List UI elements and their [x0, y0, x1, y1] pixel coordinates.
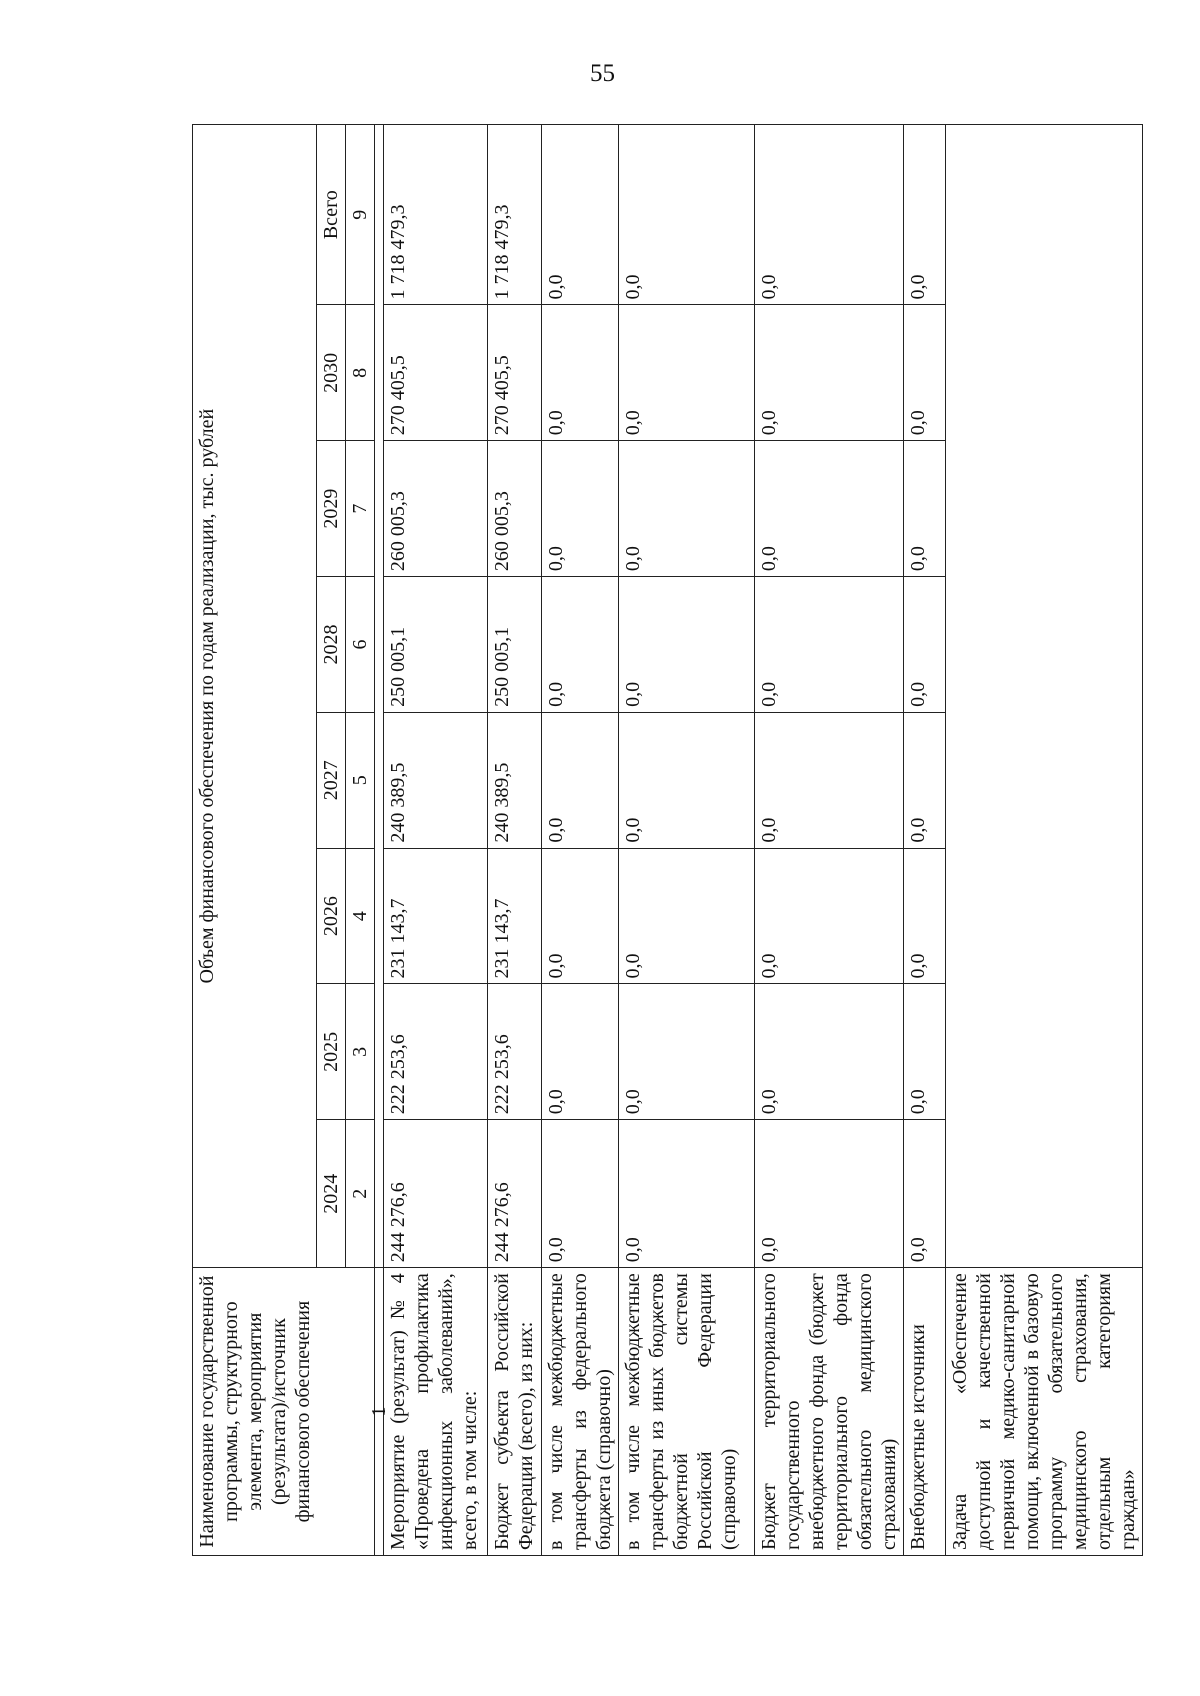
- cell-value: 0,0: [619, 305, 755, 441]
- header-year-total: Всего: [317, 125, 346, 305]
- cell-value: 260 005,3: [488, 441, 542, 577]
- cell-value: 231 143,7: [384, 848, 488, 984]
- cell-value-total: 1 718 479,3: [488, 125, 542, 305]
- cell-value: 0,0: [542, 848, 619, 984]
- cell-value: 0,0: [619, 577, 755, 713]
- cell-value: 0,0: [542, 984, 619, 1120]
- cell-value: 0,0: [755, 577, 904, 713]
- cell-value: 0,0: [542, 712, 619, 848]
- cell-value: 231 143,7: [488, 848, 542, 984]
- cell-value: 250 005,1: [488, 577, 542, 713]
- cell-value: 270 405,5: [384, 305, 488, 441]
- table-row-other-transfers: [619, 125, 755, 1556]
- cell-value: 222 253,6: [384, 984, 488, 1120]
- cell-value: 244 276,6: [384, 1120, 488, 1268]
- header-name-column: Наименование государственной программы, структурного элемента, мероприятия (результата)/источник финансового обеспечения: [193, 1268, 375, 1556]
- cell-value: 0,0: [755, 848, 904, 984]
- cell-value-total: 0,0: [619, 125, 755, 305]
- financing-table: [192, 124, 1143, 1556]
- cell-value-total: 1 718 479,3: [384, 125, 488, 305]
- header-year: 2029: [317, 441, 346, 577]
- column-number: 3: [346, 984, 375, 1120]
- cell-value: 0,0: [619, 1120, 755, 1268]
- row-label: Мероприятие (результат) № 4 «Проведена профилактика инфекционных заболеваний», всего, в том числе:: [384, 1268, 488, 1556]
- table-row-federal-transfers: [542, 125, 619, 1556]
- cell-value: 0,0: [904, 712, 946, 848]
- row-label: Бюджет территориального государственного внебюджетного фонда (бюджет территориального фонда обязательного медицинского страхования): [755, 1268, 904, 1556]
- cell-value: 240 389,5: [384, 712, 488, 848]
- cell-value: 0,0: [542, 441, 619, 577]
- table-row-health-insurance-fund: [755, 125, 904, 1556]
- cell-value: 0,0: [619, 848, 755, 984]
- cell-value: 0,0: [755, 441, 904, 577]
- cell-value: 0,0: [904, 848, 946, 984]
- cell-value: 260 005,3: [384, 441, 488, 577]
- row-label: в том числе межбюджетные трансферты из иных бюджетов бюджетной системы Российской Федерации (справочно): [619, 1268, 755, 1556]
- task-empty-cell: [946, 125, 1143, 1268]
- column-number: 7: [346, 441, 375, 577]
- header-year: 2024: [317, 1120, 346, 1268]
- cell-value: 240 389,5: [488, 712, 542, 848]
- table-row-task: [946, 125, 1143, 1556]
- column-number: 5: [346, 712, 375, 848]
- cell-value: 250 005,1: [384, 577, 488, 713]
- header-row: [193, 125, 317, 1556]
- header-year: 2028: [317, 577, 346, 713]
- column-number: 1: [375, 1268, 384, 1556]
- row-label: Внебюджетные источники: [904, 1268, 946, 1556]
- cell-value: 0,0: [619, 984, 755, 1120]
- row-label: Бюджет субъекта Российской Федерации (всего), из них:: [488, 1268, 542, 1556]
- cell-value: 0,0: [542, 577, 619, 713]
- cell-value: 0,0: [755, 1120, 904, 1268]
- cell-value: 0,0: [904, 1120, 946, 1268]
- cell-value: 222 253,6: [488, 984, 542, 1120]
- cell-value-total: 0,0: [904, 125, 946, 305]
- cell-value-total: 0,0: [755, 125, 904, 305]
- cell-value: 244 276,6: [488, 1120, 542, 1268]
- cell-value: 0,0: [755, 305, 904, 441]
- cell-value: 0,0: [542, 1120, 619, 1268]
- header-spacer: [375, 125, 384, 1268]
- cell-value: 270 405,5: [488, 305, 542, 441]
- column-number: 9: [346, 125, 375, 305]
- row-label: в том числе межбюджетные трансферты из федерального бюджета (справочно): [542, 1268, 619, 1556]
- column-number: 8: [346, 305, 375, 441]
- cell-value: 0,0: [904, 441, 946, 577]
- cell-value: 0,0: [542, 305, 619, 441]
- table-row-regional-budget: [488, 125, 542, 1556]
- rotated-table-container: [192, 124, 1139, 1556]
- cell-value-total: 0,0: [542, 125, 619, 305]
- column-number: 2: [346, 1120, 375, 1268]
- cell-value: 0,0: [619, 441, 755, 577]
- header-year: 2027: [317, 712, 346, 848]
- header-year: 2026: [317, 848, 346, 984]
- row-label: Задача «Обеспечение доступной и качественной первичной медико-санитарной помощи, включенной в базовую программу обязательного медицинского страхования, отдельным категориям граждан»: [946, 1268, 1143, 1556]
- page-number: 55: [590, 60, 615, 87]
- column-number: 6: [346, 577, 375, 713]
- table-row-extrabudgetary: [904, 125, 946, 1556]
- header-year: 2030: [317, 305, 346, 441]
- header-year: 2025: [317, 984, 346, 1120]
- table-row-activity-4: [384, 125, 488, 1556]
- header-name-numbering-row: [375, 125, 384, 1556]
- cell-value: 0,0: [619, 712, 755, 848]
- cell-value: 0,0: [755, 984, 904, 1120]
- cell-value: 0,0: [904, 984, 946, 1120]
- cell-value: 0,0: [755, 712, 904, 848]
- cell-value: 0,0: [904, 305, 946, 441]
- column-number: 4: [346, 848, 375, 984]
- cell-value: 0,0: [904, 577, 946, 713]
- header-financing-volume: Объем финансового обеспечения по годам реализации, тыс. рублей: [193, 125, 317, 1268]
